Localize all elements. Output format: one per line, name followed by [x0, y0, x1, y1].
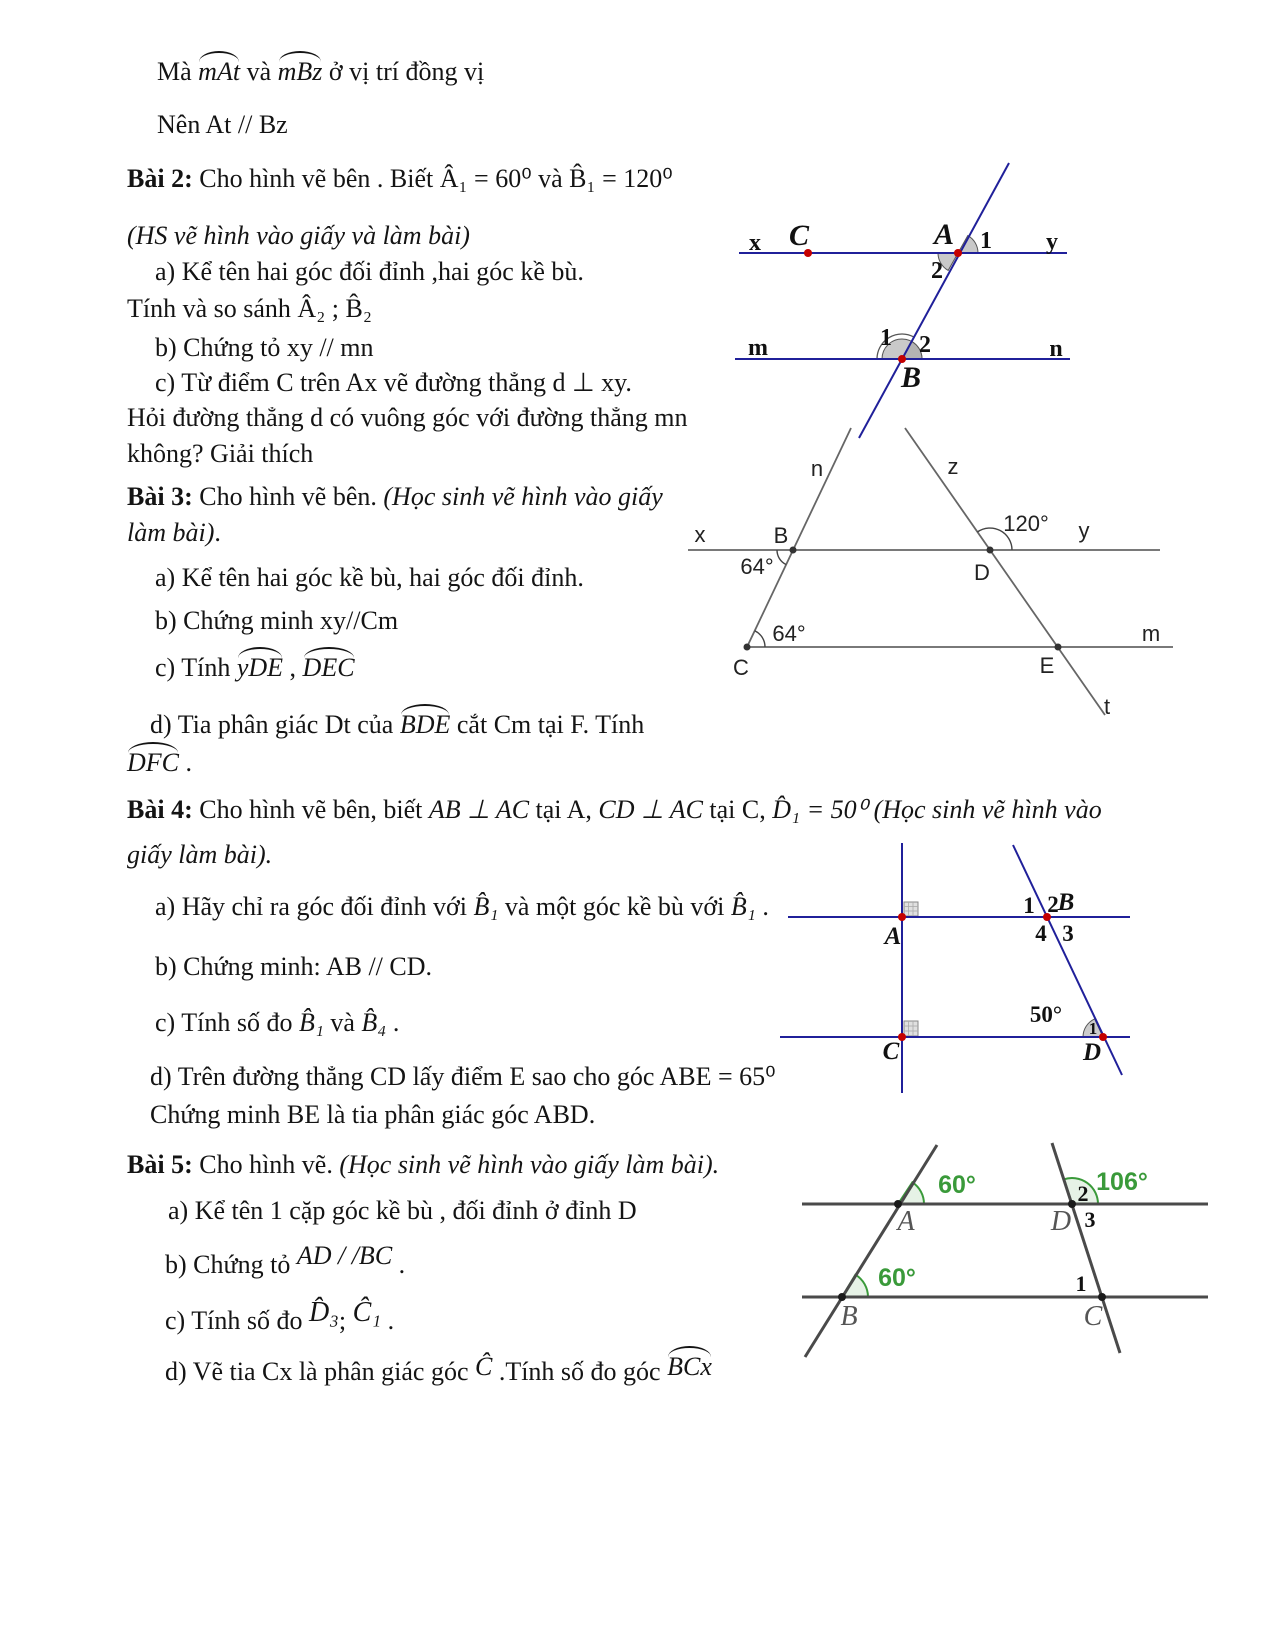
bai3-item-d — [150, 710, 644, 740]
bai4-label: Bài 4: — [127, 795, 193, 824]
label-D: D — [1082, 1039, 1102, 1066]
bai4-item-a — [155, 892, 769, 922]
bai4-item-c — [155, 1008, 399, 1038]
bai4-diagram — [765, 835, 1145, 1097]
label-n: n — [1049, 336, 1063, 362]
math-C-hat: Ĉ — [474, 1352, 493, 1381]
math-AD-parallel-BC: AD / /BC — [296, 1241, 393, 1270]
bai4-heading-2: giấy làm bài). — [127, 840, 273, 869]
period: . — [386, 1008, 400, 1037]
period: . — [755, 892, 769, 921]
label-angle1-C: 1 — [1075, 1271, 1087, 1296]
bai4-heading-italic: (Học sinh vẽ hình vào — [867, 795, 1102, 824]
bai3-heading-italic-2: làm bài) — [127, 518, 215, 547]
bai3-c-sep: , — [283, 653, 303, 682]
bai3-diagram — [670, 415, 1190, 725]
bai3-heading-italic: (Học sinh vẽ hình vào giấy — [383, 482, 663, 511]
transversal-BD — [1013, 845, 1122, 1075]
point-A — [954, 249, 962, 257]
label-angle1-B: 1 — [1023, 893, 1035, 918]
label-angle1-A: 1 — [980, 228, 992, 254]
period: . — [392, 1250, 406, 1279]
bai2-item-c2: Hỏi đường thẳng d có vuông góc với đường thẳng mn — [127, 403, 688, 432]
intro-line-1 — [157, 57, 484, 87]
angle-mAt: mAt — [198, 57, 241, 86]
label-60deg-B: 60° — [878, 1264, 916, 1292]
math-AB-perp-AC: AB ⊥ AC — [428, 795, 530, 824]
math-C1: Ĉ₁ — [352, 1297, 382, 1328]
label-C: C — [788, 219, 810, 252]
label-A: A — [884, 923, 902, 950]
angle-DEC: DEC — [302, 653, 355, 682]
bai3-item-a: a) Kể tên hai góc kề bù, hai góc đối đỉnh. — [155, 563, 584, 592]
bai4-heading-text-2: tại A, — [529, 795, 599, 824]
right-angle-A — [904, 902, 918, 916]
label-106deg: 106° — [1096, 1168, 1148, 1196]
label-B: B — [840, 1301, 858, 1332]
line-nC — [747, 428, 851, 647]
angle-DFC: DFC — [127, 748, 179, 777]
label-m: m — [1141, 621, 1161, 646]
label-C: C — [733, 655, 749, 680]
transversal-AB — [805, 1145, 937, 1357]
bai4-item-b: b) Chứng minh: AB // CD. — [155, 952, 433, 981]
bai5-heading-italic: (Học sinh vẽ hình vào giấy làm bài). — [339, 1150, 720, 1179]
bai2-heading-text: Cho hình vẽ bên . Biết Â₁ = 60⁰ và B̂₁ = 120⁰ — [192, 164, 673, 193]
intro-line-2: Nên At // Bz — [157, 110, 288, 139]
label-D: D — [1050, 1206, 1072, 1237]
label-A: A — [933, 218, 955, 251]
bai3-d-text-2: cắt Cm tại F. Tính — [450, 710, 645, 739]
label-C: C — [882, 1038, 900, 1065]
bai5-item-d — [165, 1352, 712, 1387]
intro-text: và — [240, 57, 278, 86]
bai2-note: (HS vẽ hình vào giấy và làm bài) — [127, 221, 470, 250]
bai5-heading-text: Cho hình vẽ. — [192, 1150, 340, 1179]
bai4-a-text: a) Hãy chỉ ra góc đối đỉnh với — [155, 892, 474, 921]
bai3-heading — [127, 482, 663, 512]
label-angle3-D: 3 — [1084, 1207, 1096, 1232]
bai5-c-sep: ; — [338, 1306, 353, 1335]
point-C — [1098, 1293, 1106, 1301]
math-D3: D̂₃ — [308, 1297, 339, 1328]
math-D1-50: D̂₁ = 50⁰ — [772, 795, 868, 824]
bai5-b-text: b) Chứng tỏ — [165, 1250, 297, 1279]
bai2-heading — [127, 164, 673, 194]
point-B — [838, 1293, 846, 1301]
point-B — [790, 547, 797, 554]
bai4-heading-text-3: tại C, — [702, 795, 773, 824]
label-120deg: 120° — [1003, 511, 1049, 536]
label-64deg-C: 64° — [772, 621, 806, 646]
bai2-item-c3: không? Giải thích — [127, 439, 314, 468]
label-B: B — [1057, 889, 1075, 916]
bai3-item-c — [155, 653, 355, 683]
label-x: x — [694, 522, 706, 547]
bai4-item-d: d) Trên đường thẳng CD lấy điểm E sao cho góc ABE = 65⁰ — [150, 1062, 776, 1091]
period: . — [179, 748, 192, 777]
point-E — [1055, 644, 1062, 651]
period: . — [381, 1306, 395, 1335]
label-C: C — [1083, 1301, 1103, 1332]
bai5-item-c — [165, 1297, 395, 1337]
bai5-diagram — [770, 1100, 1220, 1370]
label-n: n — [810, 456, 824, 481]
bai2-item-a2: Tính và so sánh Â₂ ; B̂₂ — [127, 294, 372, 323]
bai5-item-b — [165, 1241, 406, 1280]
label-B: B — [773, 523, 789, 548]
angle-arc-64-B — [777, 550, 786, 565]
bai2-item-b: b) Chứng tỏ xy // mn — [155, 333, 374, 362]
angle-yDE: yDE — [236, 653, 284, 682]
label-E: E — [1039, 653, 1055, 678]
bai3-item-d2 — [127, 748, 192, 778]
bai5-d-text-2: .Tính số đo góc — [492, 1357, 668, 1386]
bai5-item-a: a) Kể tên 1 cặp góc kề bù , đối đỉnh ở đỉnh D — [168, 1196, 637, 1225]
bai3-item-b: b) Chứng minh xy//Cm — [155, 606, 399, 635]
label-angle3-B: 3 — [1062, 921, 1074, 946]
label-x: x — [749, 230, 761, 256]
math-B1: B̂₁ — [730, 892, 756, 921]
point-C — [744, 644, 751, 651]
label-A: A — [897, 1206, 915, 1237]
label-angle2-A: 2 — [931, 258, 943, 284]
bai4-heading — [127, 795, 1102, 825]
transversal-AB — [859, 163, 1009, 438]
point-D — [987, 547, 994, 554]
label-60deg-A: 60° — [938, 1171, 976, 1199]
period: . — [214, 518, 221, 547]
label-50deg: 50° — [1029, 1002, 1063, 1027]
label-angle1-B: 1 — [880, 325, 892, 351]
bai3-heading-text: Cho hình vẽ bên. — [192, 482, 384, 511]
bai4-item-d2: Chứng minh BE là tia phân giác góc ABD. — [150, 1100, 596, 1129]
point-A — [898, 913, 906, 921]
bai2-item-a: a) Kể tên hai góc đối đỉnh ,hai góc kề bù. — [155, 257, 584, 286]
label-angle2-B: 2 — [1047, 892, 1059, 917]
math-CD-perp-AC: CD ⊥ AC — [598, 795, 703, 824]
angle-BDE: BDE — [399, 710, 451, 739]
bai3-d-text: d) Tia phân giác Dt của — [150, 710, 400, 739]
angle-BCx: BCx — [667, 1352, 712, 1381]
right-angle-C — [904, 1021, 918, 1036]
label-angle2-D: 2 — [1077, 1181, 1089, 1206]
bai5-heading — [127, 1150, 719, 1180]
bai2-diagram — [700, 150, 1090, 450]
label-angle1-D: 1 — [1088, 1019, 1098, 1038]
bai5-d-text: d) Vẽ tia Cx là phân giác góc — [165, 1357, 475, 1386]
math-B1: B̂₁ — [473, 892, 499, 921]
label-y: y — [1046, 229, 1058, 255]
math-B4: B̂₄ — [361, 1008, 387, 1037]
bai3-label: Bài 3: — [127, 482, 193, 511]
label-D: D — [974, 560, 990, 585]
label-t: t — [1103, 694, 1111, 719]
intro-text: Mà — [157, 57, 199, 86]
bai3-c-text: c) Tính — [155, 653, 237, 682]
bai4-c-text-2: và — [323, 1008, 362, 1037]
bai5-label: Bài 5: — [127, 1150, 193, 1179]
bai4-heading-text: Cho hình vẽ bên, biết — [192, 795, 429, 824]
angle-mBz: mBz — [277, 57, 323, 86]
label-64deg-B: 64° — [740, 554, 774, 579]
label-B: B — [900, 361, 922, 394]
label-angle4-B: 4 — [1035, 921, 1047, 946]
label-z: z — [947, 454, 959, 479]
bai4-c-text: c) Tính số đo — [155, 1008, 299, 1037]
label-angle2-B: 2 — [919, 332, 931, 358]
math-B1: B̂₁ — [298, 1008, 324, 1037]
bai2-item-c: c) Từ điểm C trên Ax vẽ đường thẳng d ⊥ xy. — [155, 368, 632, 397]
angle-arc-64-C — [755, 631, 765, 647]
line-zt — [905, 428, 1105, 715]
bai5-c-text: c) Tính số đo — [165, 1306, 309, 1335]
bai4-a-text-2: và một góc kề bù với — [498, 892, 731, 921]
bai3-heading-2 — [127, 518, 221, 548]
intro-text: ở vị trí đồng vị — [322, 57, 485, 86]
label-y: y — [1078, 518, 1090, 543]
label-m: m — [748, 335, 768, 361]
bai2-label: Bài 2: — [127, 164, 193, 193]
